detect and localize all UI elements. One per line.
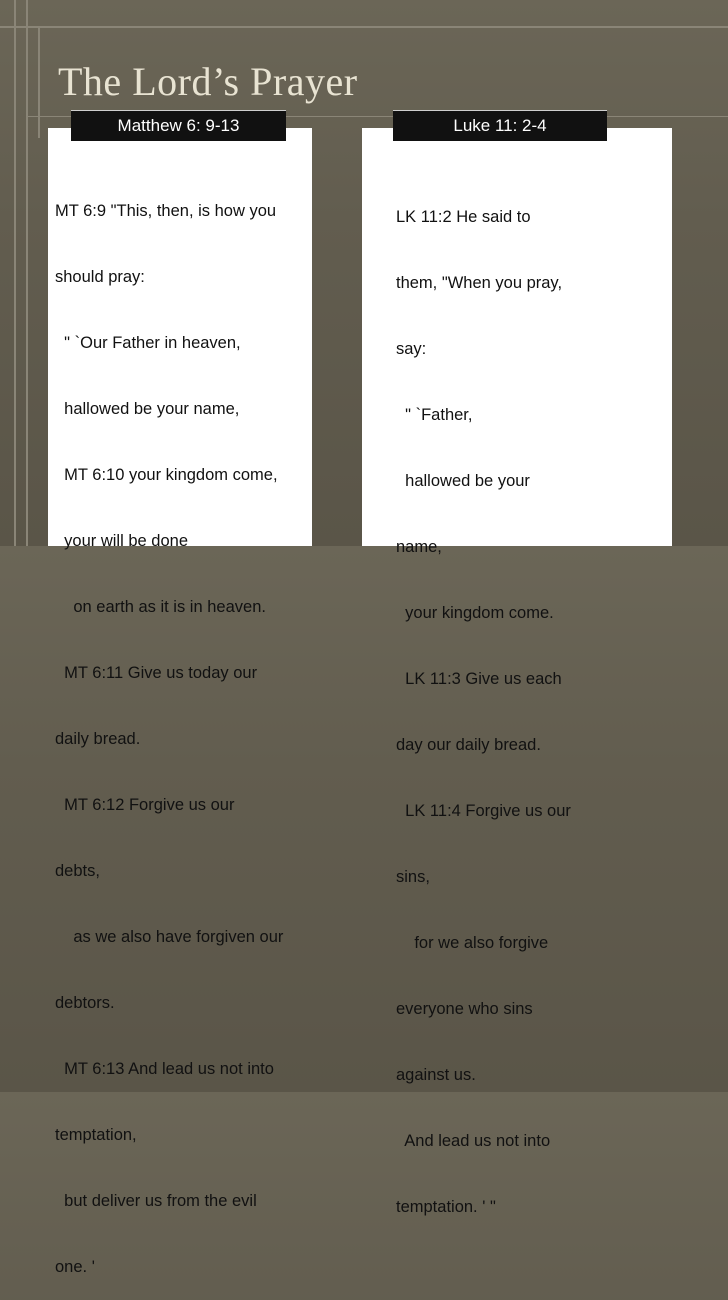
luke-line: day our daily bread. xyxy=(396,736,541,754)
matthew-line: MT 6:9 "This, then, is how you xyxy=(55,202,277,220)
decorative-line-v1 xyxy=(14,0,16,546)
luke-line: And lead us not into xyxy=(396,1132,551,1150)
matthew-line: hallowed be your name, xyxy=(55,400,240,418)
luke-line: your kingdom come. xyxy=(396,604,554,622)
luke-line: hallowed be your xyxy=(396,472,530,490)
luke-line: sins, xyxy=(396,868,430,886)
luke-line: " `Father, xyxy=(396,406,473,424)
matthew-line: MT 6:13 And lead us not into xyxy=(55,1060,274,1078)
slide-title: The Lord’s Prayer xyxy=(58,59,358,104)
luke-line: LK 11:2 He said to xyxy=(396,208,531,226)
matthew-text-panel xyxy=(48,128,312,1276)
decorative-line-v3 xyxy=(38,28,40,138)
matthew-line: MT 6:12 Forgive us our xyxy=(55,796,235,814)
matthew-line: MT 6:10 your kingdom come, xyxy=(55,466,278,484)
matthew-line: on earth as it is in heaven. xyxy=(55,598,266,616)
matthew-line: " `Our Father in heaven, xyxy=(55,334,241,352)
luke-line: for we also forgive xyxy=(396,934,549,952)
luke-text-panel xyxy=(362,128,672,1216)
luke-line: them, "When you pray, xyxy=(396,274,563,292)
matthew-line: MT 6:11 Give us today our xyxy=(55,664,258,682)
luke-heading-tab: Luke 11: 2-4 xyxy=(393,110,607,141)
luke-line: against us. xyxy=(396,1066,476,1084)
luke-line: say: xyxy=(396,340,427,358)
matthew-line: but deliver us from the evil xyxy=(55,1192,257,1210)
decorative-line-top xyxy=(0,26,728,28)
decorative-line-v2 xyxy=(26,0,28,546)
luke-line: LK 11:3 Give us each xyxy=(396,670,562,688)
matthew-line: your will be done xyxy=(55,532,188,550)
matthew-line: should pray: xyxy=(55,268,145,286)
matthew-line: temptation, xyxy=(55,1126,137,1144)
luke-line: everyone who sins xyxy=(396,1000,533,1018)
matthew-line: one. ' xyxy=(55,1258,95,1276)
luke-line: temptation. ' " xyxy=(396,1198,496,1216)
matthew-line: daily bread. xyxy=(55,730,141,748)
luke-line: LK 11:4 Forgive us our xyxy=(396,802,571,820)
matthew-line: debtors. xyxy=(55,994,115,1012)
matthew-heading-tab: Matthew 6: 9-13 xyxy=(71,110,286,141)
luke-line: name, xyxy=(396,538,442,556)
matthew-line: as we also have forgiven our xyxy=(55,928,284,946)
matthew-line: debts, xyxy=(55,862,100,880)
